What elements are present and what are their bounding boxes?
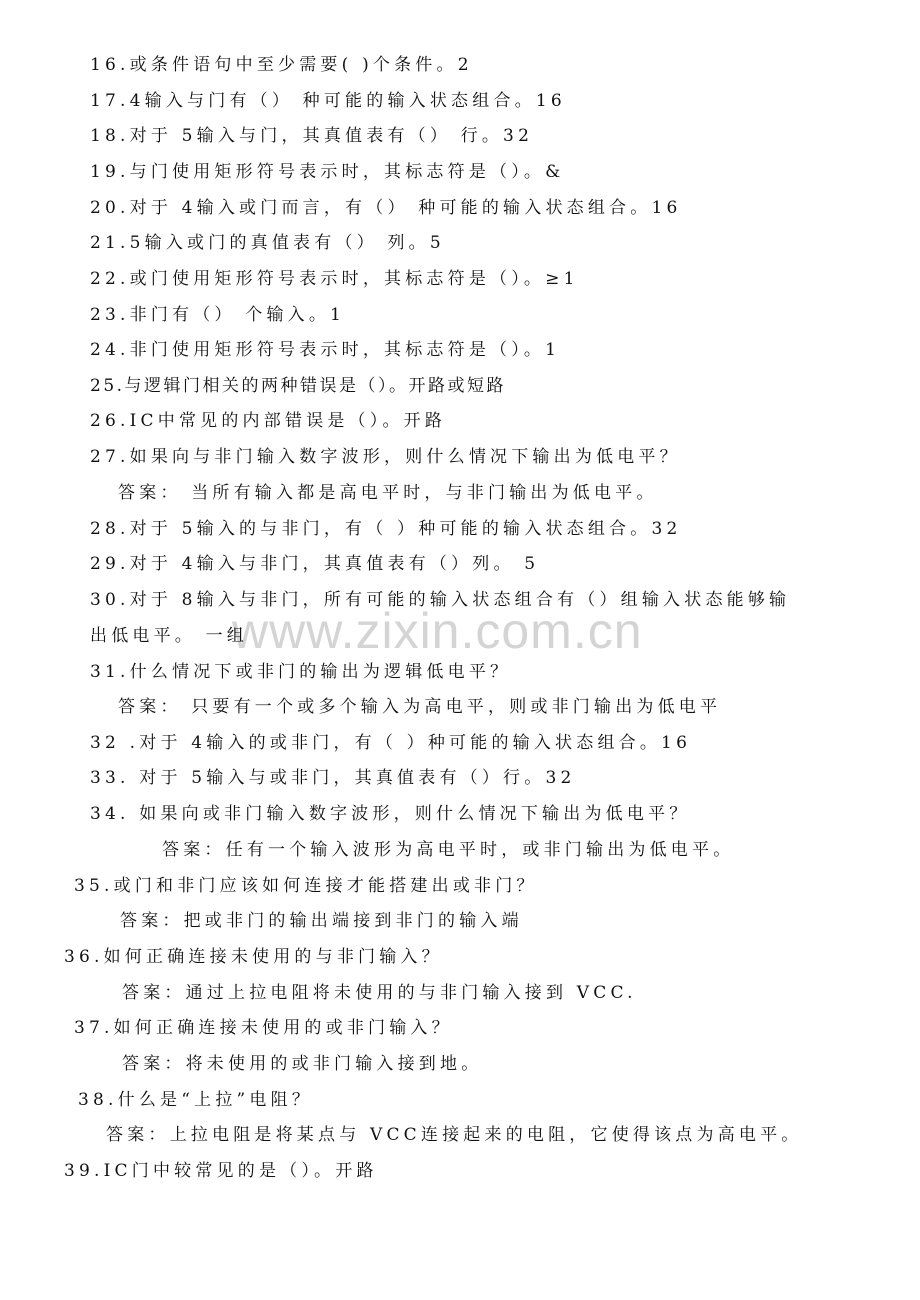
question-21: 21.5输入或门的真值表有（） 列。5 [90, 233, 445, 253]
question-17: 17.4输入与门有（） 种可能的输入状态组合。16 [90, 91, 566, 111]
question-27: 27.如果向与非门输入数字波形，则什么情况下输出为低电平？ [90, 447, 681, 467]
question-19: 19.与门使用矩形符号表示时，其标志符是（）。& [90, 162, 565, 182]
question-20: 20.对于 4输入或门而言，有（） 种可能的输入状态组合。16 [90, 198, 682, 218]
question-22: 22.或门使用矩形符号表示时，其标志符是（）。≥1 [90, 269, 579, 289]
question-23: 23.非门有（） 个输入。1 [90, 305, 346, 325]
question-30-continued: 出低电平。 一组 [90, 626, 249, 646]
question-16: 16.或条件语句中至少需要( )个条件。2 [90, 55, 473, 75]
question-24: 24.非门使用矩形符号表示时，其标志符是（）。1 [90, 340, 561, 360]
question-18: 18.对于 5输入与门，其真值表有（） 行。32 [90, 126, 534, 146]
answer-38: 答案：上拉电阻是将某点与 VCC连接起来的电阻，它使得该点为高电平。 [106, 1125, 803, 1145]
question-25: 25.与逻辑门相关的两种错误是（）。开路或短路 [90, 376, 507, 396]
answer-31: 答案： 只要有一个或多个输入为高电平，则或非门输出为低电平 [118, 697, 722, 717]
question-32: 32 .对于 4输入的或非门，有（ ）种可能的输入状态组合。16 [90, 733, 692, 753]
question-39: 39.IC门中较常见的是（）。开路 [64, 1161, 378, 1181]
question-36: 36.如何正确连接未使用的与非门输入？ [64, 947, 443, 967]
answer-35: 答案：把或非门的输出端接到非门的输入端 [120, 911, 523, 931]
question-35: 35.或门和非门应该如何连接才能搭建出或非门？ [74, 876, 538, 896]
question-28: 28.对于 5输入的与非门，有（ ）种可能的输入状态组合。32 [90, 519, 682, 539]
answer-36: 答案：通过上拉电阻将未使用的与非门输入接到 VCC. [122, 983, 637, 1003]
question-33: 33. 对于 5输入与或非门，其真值表有（）行。32 [90, 768, 576, 788]
question-34: 34. 如果向或非门输入数字波形，则什么情况下输出为低电平？ [90, 804, 691, 824]
question-37: 37.如何正确连接未使用的或非门输入？ [74, 1018, 453, 1038]
question-31: 31.什么情况下或非门的输出为逻辑低电平？ [90, 662, 512, 682]
question-30: 30.对于 8输入与非门，所有可能的输入状态组合有（）组输入状态能够输 [90, 590, 791, 610]
watermark: www.zixin.com.cn [232, 603, 643, 659]
answer-37: 答案：将未使用的或非门输入接到地。 [122, 1054, 483, 1074]
question-29: 29.对于 4输入与非门，其真值表有（）列。 5 [90, 554, 540, 574]
answer-27: 答案： 当所有输入都是高电平时，与非门输出为低电平。 [118, 483, 658, 503]
question-26: 26.IC中常见的内部错误是（）。开路 [90, 411, 447, 431]
answer-34: 答案：任有一个输入波形为高电平时，或非门输出为低电平。 [162, 840, 735, 860]
question-38: 38.什么是“上拉”电阻？ [78, 1090, 314, 1110]
